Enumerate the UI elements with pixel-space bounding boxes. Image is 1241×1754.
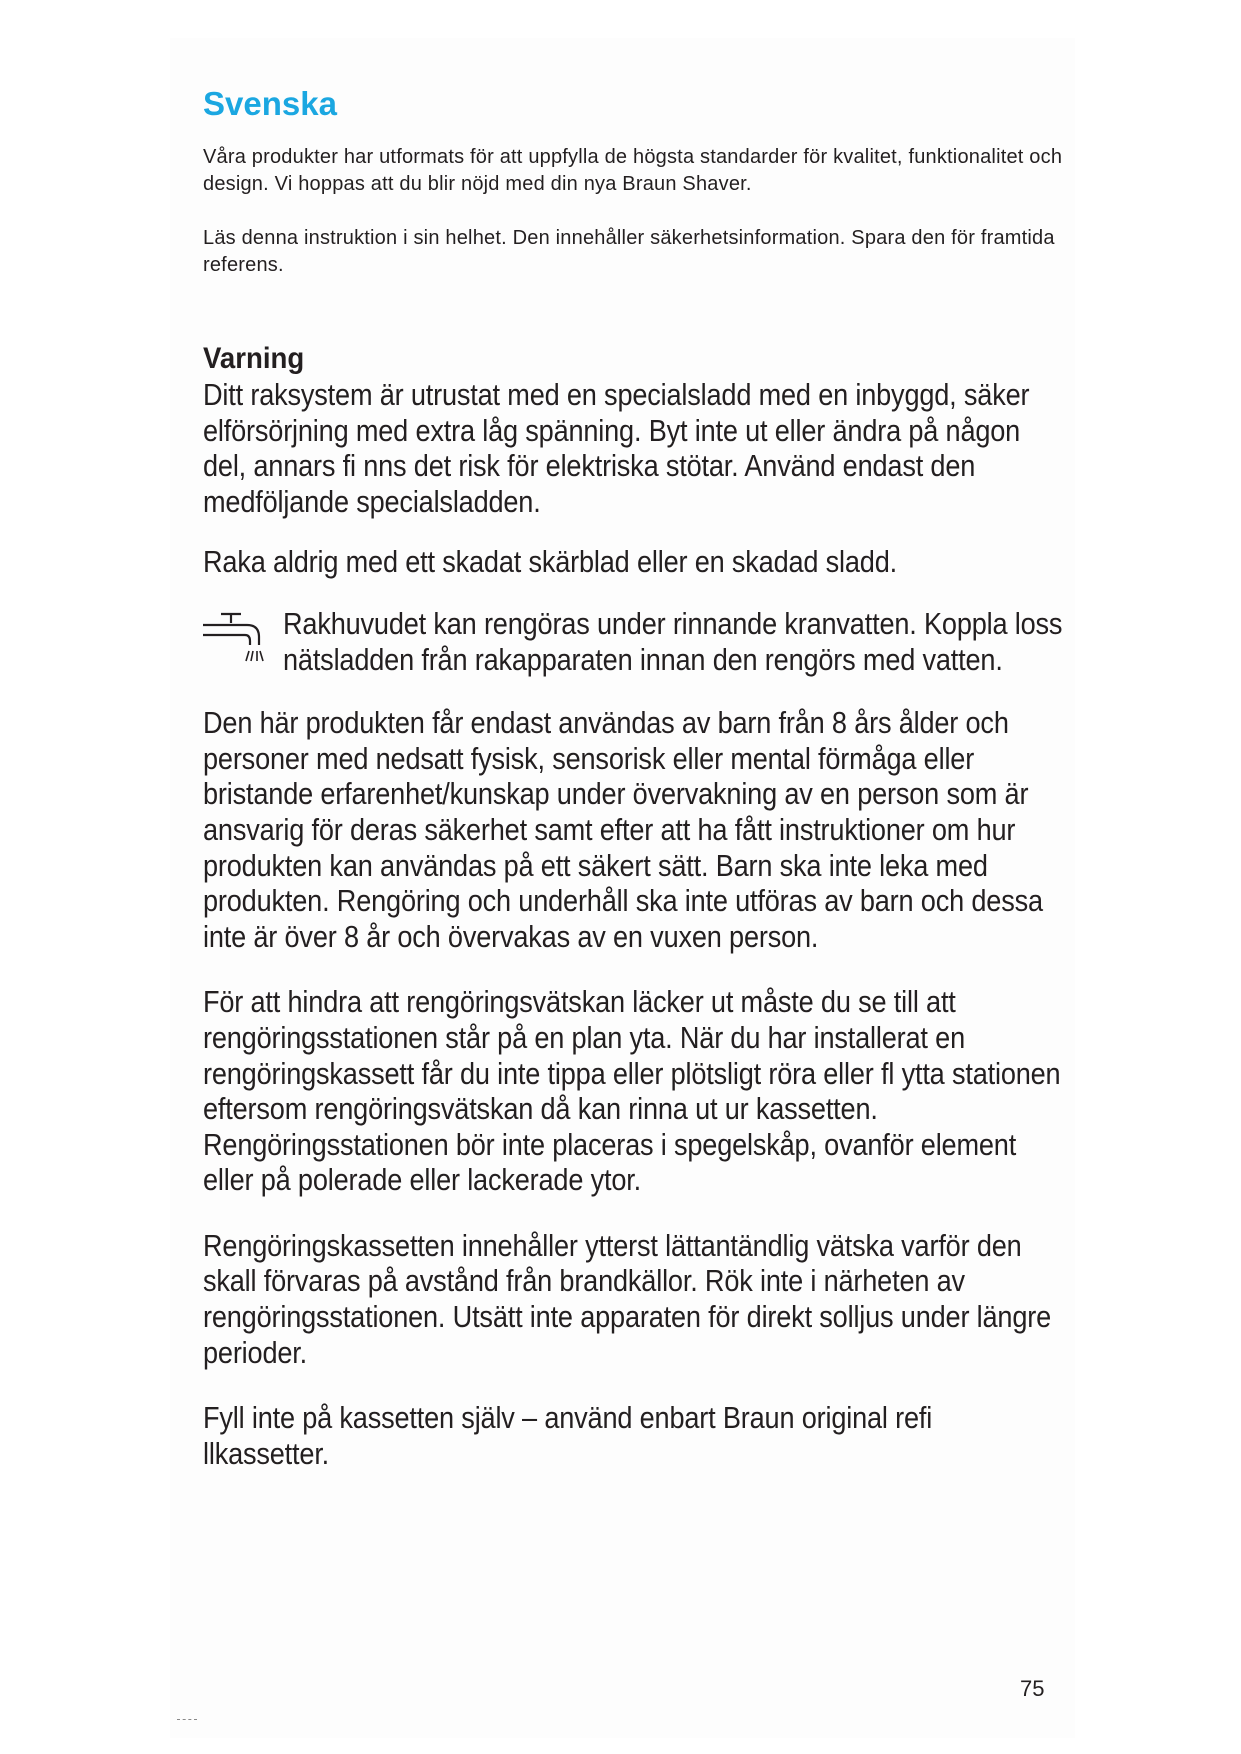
refill-cartridge-paragraph: Fyll inte på kassetten själv – använd enbart Braun original refi llkassetter. xyxy=(203,1400,933,1471)
children-usage-paragraph: Den här produkten får endast användas av barn från 8 års ålder och personer med nedsatt fysisk, sensorisk eller mental förmåga eller bristande erfarenhet/kunskap under övervakning av en person som är ansvarig för deras säkerhet samt efter att ha fått instruktioner om hur produkten kan användas på ett säkert sätt. Barn ska inte leka med produkten. Rengöring och underhåll ska inte utföras av barn och dessa inte är över 8 år och övervakas av en vuxen person. xyxy=(203,705,1043,954)
intro-paragraph-2: Läs denna instruktion i sin helhet. Den innehåller säkerhetsinformation. Spara den för framtida referens. xyxy=(203,227,1055,276)
tap-water-icon xyxy=(201,611,267,663)
warning-damaged-foil-paragraph: Raka aldrig med ett skadat skärblad eller en skadad sladd. xyxy=(203,544,897,580)
manual-content xyxy=(203,84,1063,1471)
flammable-fluid-paragraph: Rengöringskassetten innehåller ytterst lättantändlig vätska varför den skall förvaras på avstånd från brandkällor. Rök inte i närheten av rengöringsstationen. Utsätt inte apparaten för direkt solljus under längre perioder. xyxy=(203,1227,1052,1370)
washable-paragraph: Rakhuvudet kan rengöras under rinnande kranvatten. Koppla loss nätsladden från rakapparaten innan den rengörs med vatten. xyxy=(283,605,1063,677)
section-title: Svenska xyxy=(203,85,337,122)
intro-paragraph-1: Våra produkter har utformats för att uppfylla de högsta standarder för kvalitet, funktionalitet och design. Vi hoppas att du blir nöjd med din nya Braun Shaver. xyxy=(203,146,1063,195)
warning-heading: Varning xyxy=(203,342,305,375)
footer-mark xyxy=(177,1719,197,1721)
cleaning-station-placement-paragraph: För att hindra att rengöringsvätskan läcker ut måste du se till att rengöringsstationen står på en plan yta. När du har installerat en rengöringskassett får du inte tippa eller plötsligt röra eller fl ytta stationen eftersom rengöringsvätskan då kan rinna ut ur kassetten. Rengöringsstationen bör inte placeras i spegelskåp, ovanför element eller på polerade eller lackerade ytor. xyxy=(203,984,1061,1198)
warning-cord-paragraph: Ditt raksystem är utrustat med en specialsladd med en inbyggd, säker elförsörjning med extra låg spänning. Byt inte ut eller ändra på någon del, annars fi nns det risk för elektriska stötar. Använd endast den medföljande specialsladden. xyxy=(203,377,1030,519)
page-number: 75 xyxy=(1020,1676,1045,1701)
washable-notice xyxy=(203,606,1063,677)
